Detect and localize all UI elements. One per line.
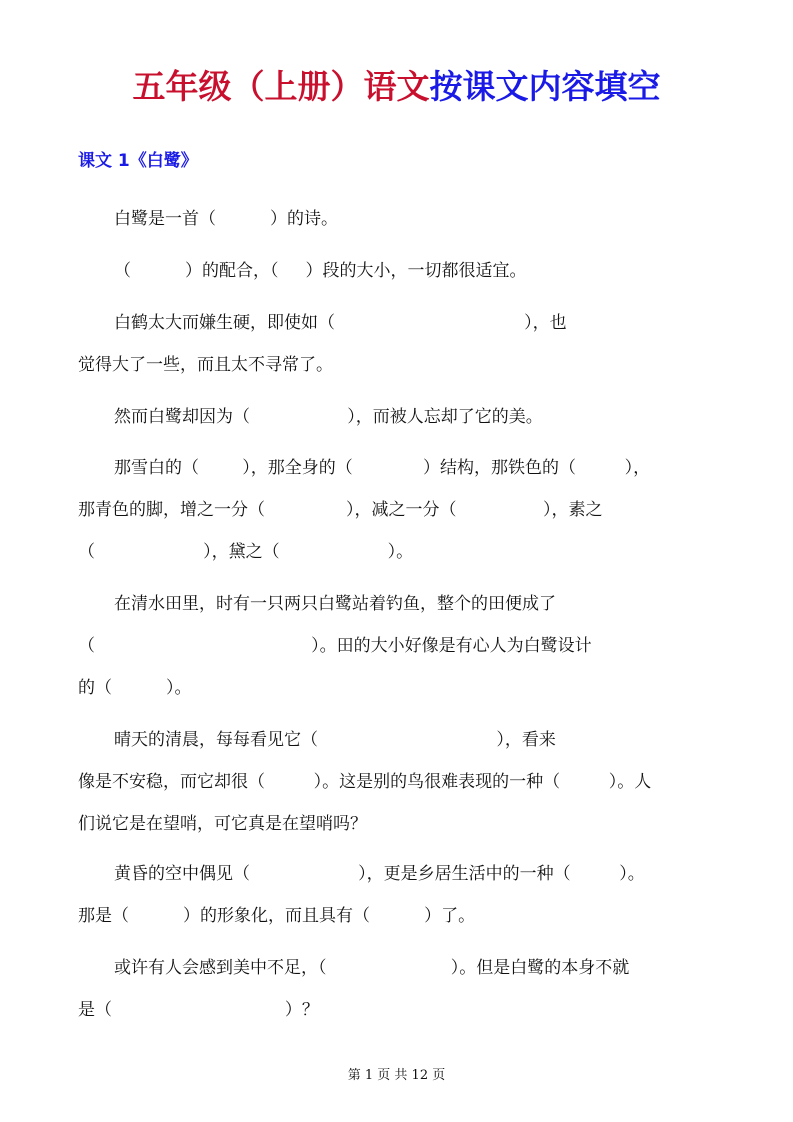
para-line: 那青色的脚，增之一分（ ），减之一分（ ），素之 (78, 500, 603, 520)
paragraph-6 (78, 583, 718, 709)
paragraph-5 (78, 447, 718, 573)
para-line: 黄昏的空中偶见（ ），更是乡居生活中的一种（ ）。 (114, 864, 645, 884)
title-grade: 五年级（上册）语文 (132, 67, 430, 106)
para-line: 们说它是在望哨，可它真是在望哨吗？ (78, 814, 367, 834)
paragraph-4 (78, 396, 718, 438)
para-line: 的（ ）。 (78, 678, 192, 698)
para-line: 白鹭是一首（ ）的诗。 (114, 209, 339, 229)
page-title (0, 62, 793, 112)
para-line: 然而白鹭却因为（ ），而被人忘却了它的美。 (114, 407, 543, 427)
paragraph-9 (78, 947, 718, 1031)
para-line: 觉得大了一些，而且太不寻常了。 (78, 355, 333, 375)
paragraph-1 (78, 198, 718, 240)
para-line: 晴天的清晨，每每看见它（ ），看来 (114, 730, 556, 750)
para-line: 白鹤太大而嫌生硬，即使如（ ），也 (114, 313, 567, 333)
page-footer: 第 1 页 共 12 页 (347, 1068, 446, 1083)
para-line: 是（ ）？ (78, 1000, 319, 1020)
para-line: 或许有人会感到美中不足，（ ）。但是白鹭的本身不就 (114, 958, 630, 978)
para-line: 那雪白的（ ），那全身的（ ）结构，那铁色的（ ）， (114, 458, 651, 478)
para-line: 像是不安稳，而它却很（ ）。这是别的鸟很难表现的一种（ ）。人 (78, 772, 652, 792)
paragraph-2 (78, 250, 718, 292)
para-line: （ ）的配合，（ ）段的大小，一切都很适宜。 (114, 261, 527, 281)
para-line: 在清水田里，时有一只两只白鹭站着钓鱼，整个的田便成了 (114, 594, 556, 614)
paragraph-3 (78, 302, 718, 386)
paragraph-7 (78, 719, 718, 845)
para-line: （ ）。田的大小好像是有心人为白鹭设计 (78, 636, 592, 656)
title-task: 按课文内容填空 (429, 67, 661, 106)
para-line: 那是（ ）的形象化，而且具有（ ）了。 (78, 906, 476, 926)
lesson-heading: 课文 1《白鹭》 (78, 151, 198, 171)
paragraph-8 (78, 853, 718, 937)
para-line: （ ），黛之（ ）。 (78, 542, 414, 562)
